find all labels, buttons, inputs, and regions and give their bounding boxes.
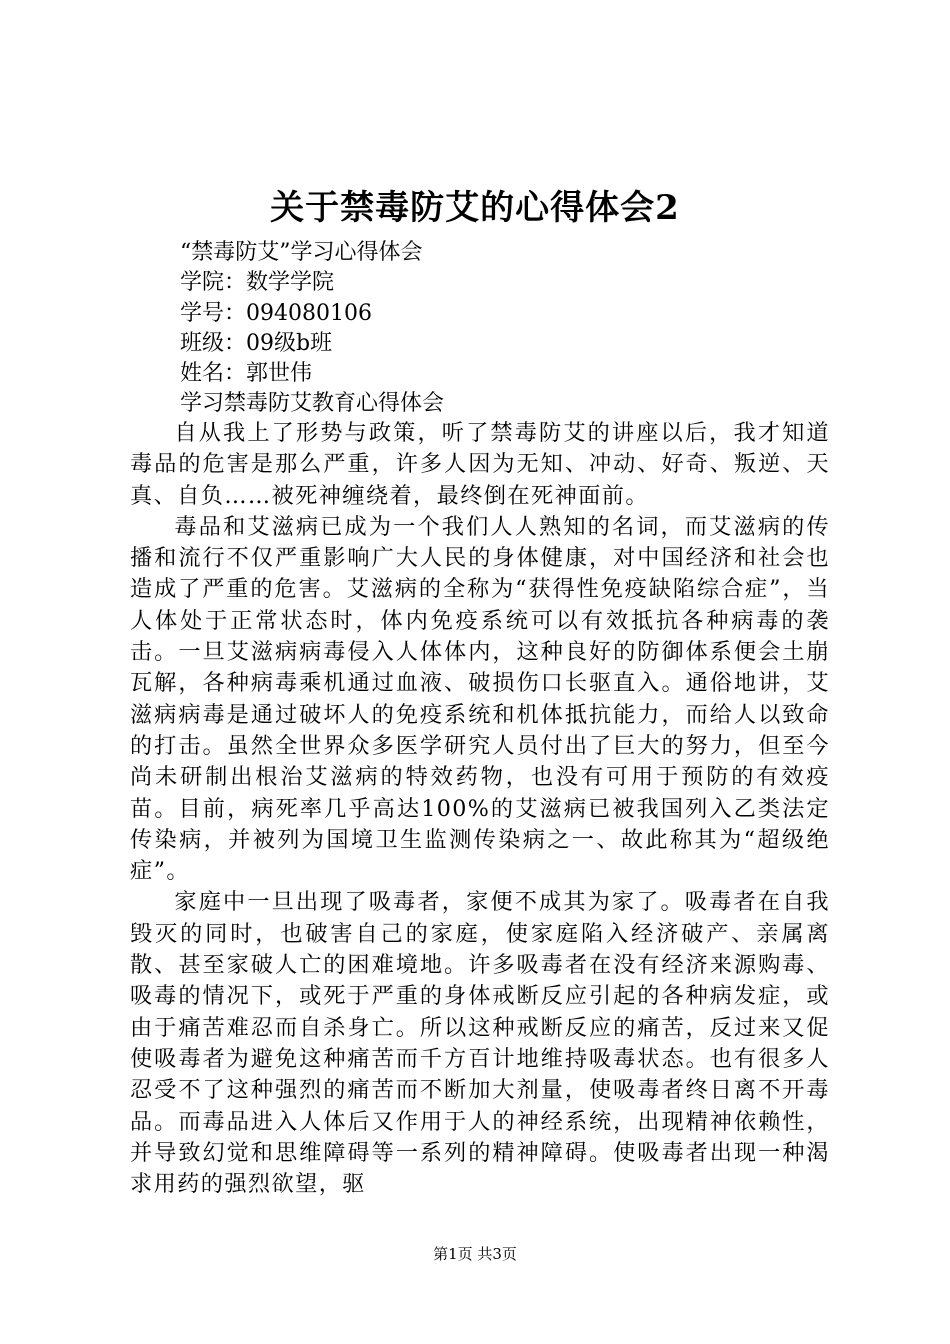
paragraph: 自从我上了形势与政策，听了禁毒防艾的讲座以后，我才知道毒品的危害是那么严重，许多人因为无知、冲动、好奇、叛逆、天真、自负……被死神缠绕着，最终倒在死神面前。 — [130, 420, 830, 509]
class-line: 班级：09级b班 — [180, 331, 333, 356]
paragraph: 毒品和艾滋病已成为一个我们人人熟知的名词，而艾滋病的传播和流行不仅严重影响广大人民的身体健康，对中国经济和社会也造成了严重的危害。艾滋病的全称为“获得性免疫缺陷综合症”，当人体处于正常状态时，体内免疫系统可以有效抵抗各种病毒的袭击。一旦艾滋病病毒侵入人体体内，这种良好的防御体系便会土崩瓦解，各种病毒乘机通过血液、破损伤口长驱直入。通俗地讲，艾滋病病毒是通过破坏人的免疫系统和机体抵抗能力，而给人以致命的打击。虽然全世界众多医学研究人员付出了巨大的努力，但至今尚未研制出根治艾滋病的特效药物，也没有可用于预防的有效疫苗。目前，病死率几乎高达100%的艾滋病已被我国列入乙类法定传染病，并被列为国境卫生监测传染病之一、故此称其为“超级绝症”。 — [130, 513, 830, 885]
page-title: 关于禁毒防艾的心得体会2 — [270, 188, 680, 228]
section-heading: 学习禁毒防艾教育心得体会 — [180, 391, 445, 416]
college-line: 学院：数学学院 — [180, 270, 335, 295]
name-line: 姓名：郭世伟 — [180, 361, 313, 386]
student-id-line: 学号：094080106 — [180, 301, 372, 326]
paragraph: 家庭中一旦出现了吸毒者，家便不成其为家了。吸毒者在自我毁灭的同时，也破害自己的家庭，使家庭陷入经济破产、亲属离散、甚至家破人亡的困难境地。许多吸毒者在没有经济来源购毒、吸毒的情况下，或死于严重的身体戒断反应引起的各种病发症，或由于痛苦难忍而自杀身亡。所以这种戒断反应的痛苦，反过来又促使吸毒者为避免这种痛苦而千方百计地维持吸毒状态。也有很多人忍受不了这种强烈的痛苦而不断加大剂量，使吸毒者终日离不开毒品。而毒品进入人体后又作用于人的神经系统，出现精神依赖性，并导致幻觉和思维障碍等一系列的精神障碍。使吸毒者出现一种渴求用药的强烈欲望，驱 — [130, 889, 830, 1198]
page-footer: 第1页 共3页 — [433, 1245, 517, 1263]
body-text — [130, 418, 830, 1200]
subtitle-line: “禁毒防艾”学习心得体会 — [180, 240, 423, 265]
